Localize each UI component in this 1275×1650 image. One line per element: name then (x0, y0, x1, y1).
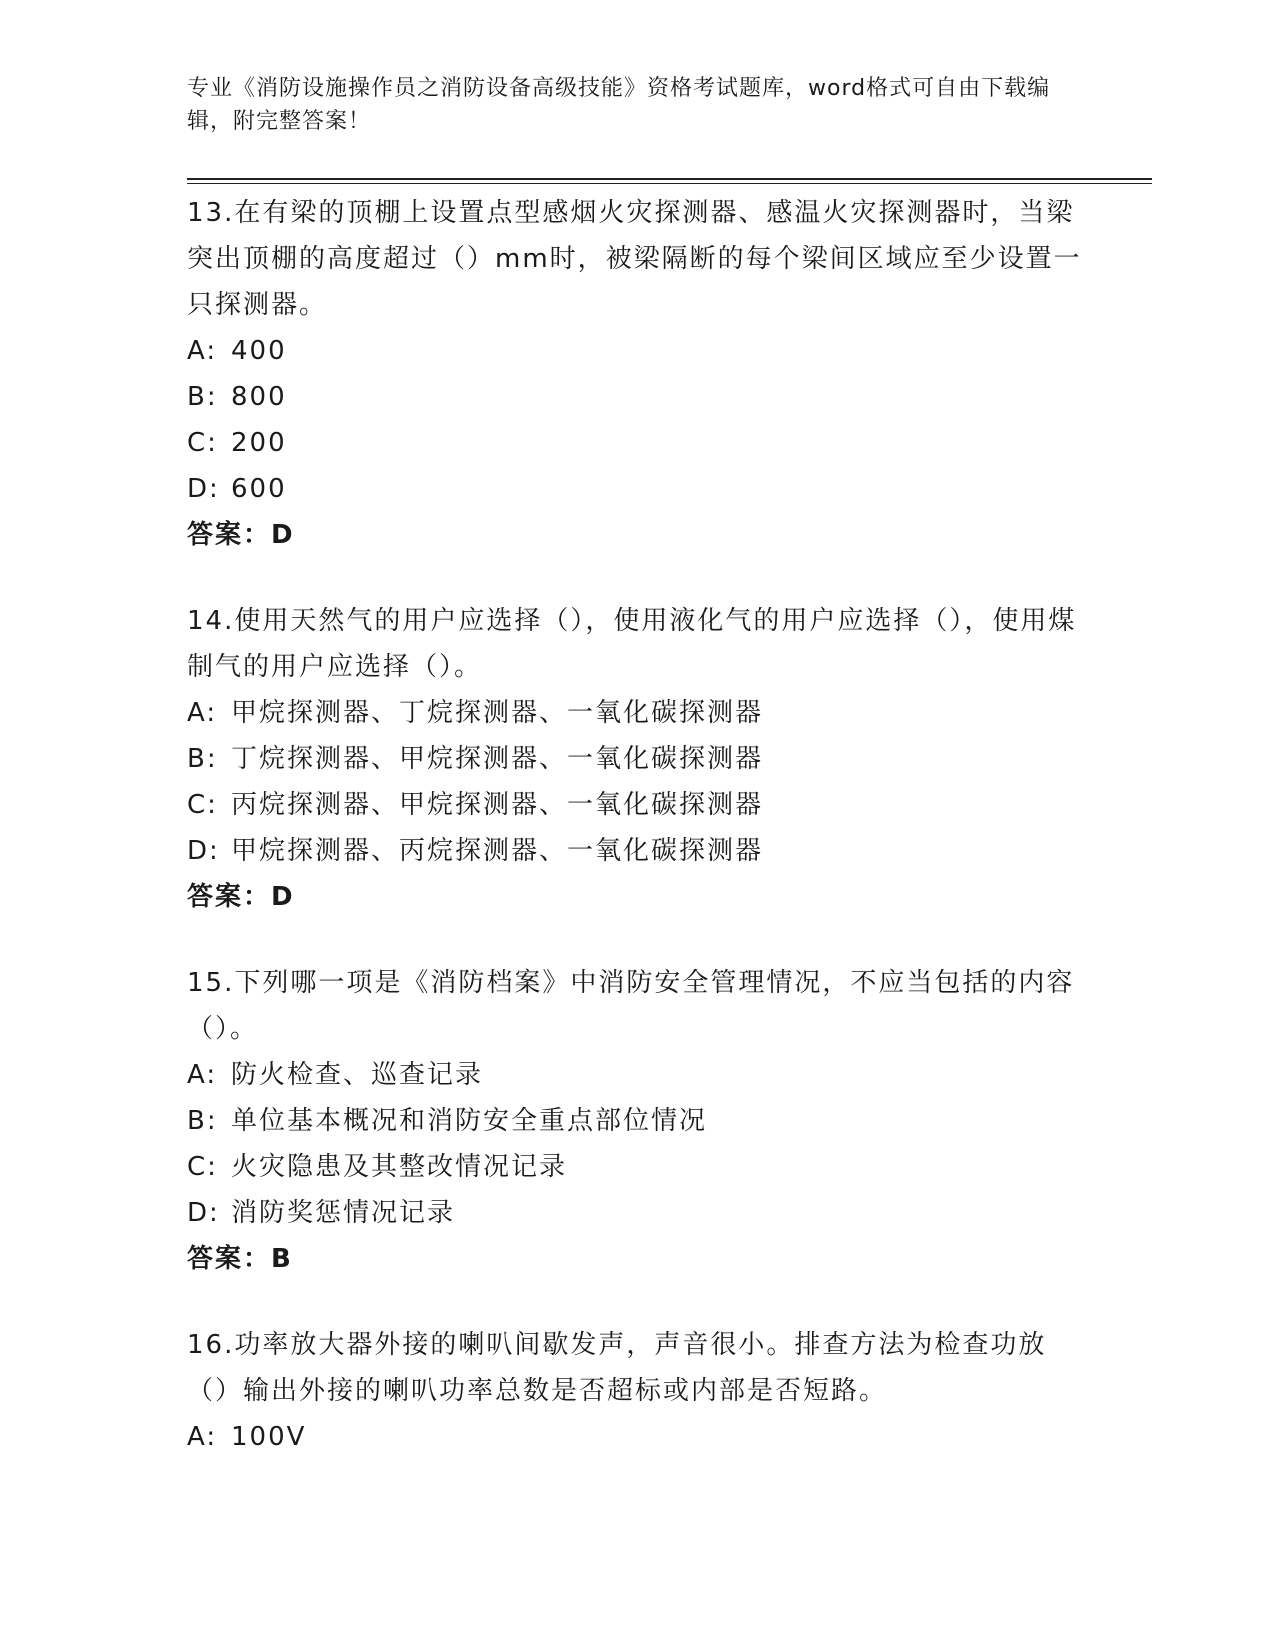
option-letter: B: (187, 744, 218, 774)
option-letter: B: (187, 382, 218, 412)
option-text: 甲烷探测器、丁烷探测器、一氧化碳探测器 (231, 698, 764, 728)
question-16 (187, 1322, 1087, 1460)
option-letter: B: (187, 1106, 218, 1136)
question-14 (187, 598, 1087, 920)
option-b (187, 736, 1087, 782)
option-letter: C: (187, 790, 218, 820)
option-text: 消防奖惩情况记录 (231, 1198, 456, 1228)
option-letter: D: (187, 1198, 220, 1228)
header-intro-text: 专业《消防设施操作员之消防设备高级技能》资格考试题库，word格式可自由下载编辑，附完整答案！ (187, 76, 1051, 134)
option-text: 800 (231, 382, 287, 412)
option-text: 100V (231, 1422, 307, 1452)
question-stem: 13.在有梁的顶棚上设置点型感烟火灾探测器、感温火灾探测器时，当梁突出顶棚的高度超过（）mm时，被梁隔断的每个梁间区域应至少设置一只探测器。 (187, 198, 1082, 320)
answer-line: 答案：B (187, 1244, 293, 1274)
question-13 (187, 190, 1087, 558)
question-stem: 16.功率放大器外接的喇叭间歇发声，声音很小。排查方法为检查功放（）输出外接的喇叭功率总数是否超标或内部是否短路。 (187, 1330, 1047, 1406)
option-letter: C: (187, 428, 218, 458)
option-a (187, 328, 1087, 374)
option-text: 火灾隐患及其整改情况记录 (231, 1152, 568, 1182)
question-stem: 15.下列哪一项是《消防档案》中消防安全管理情况，不应当包括的内容（）。 (187, 968, 1075, 1044)
answer-line: 答案：D (187, 882, 295, 912)
header-divider-thick (187, 178, 1152, 180)
question-15 (187, 960, 1087, 1282)
option-text: 200 (231, 428, 287, 458)
option-d (187, 828, 1087, 874)
option-letter: A: (187, 336, 218, 366)
header-divider-thin (187, 183, 1152, 184)
option-letter: D: (187, 836, 220, 866)
option-d (187, 466, 1087, 512)
option-letter: A: (187, 1060, 218, 1090)
option-b (187, 374, 1087, 420)
option-text: 400 (231, 336, 287, 366)
option-letter: A: (187, 1422, 218, 1452)
option-a (187, 690, 1087, 736)
option-c (187, 1144, 1087, 1190)
option-letter: A: (187, 698, 218, 728)
option-c (187, 420, 1087, 466)
option-letter: D: (187, 474, 220, 504)
option-a (187, 1052, 1087, 1098)
question-list (187, 190, 1087, 1500)
option-letter: C: (187, 1152, 218, 1182)
option-text: 600 (231, 474, 287, 504)
question-stem: 14.使用天然气的用户应选择（），使用液化气的用户应选择（），使用煤制气的用户应选择（）。 (187, 606, 1077, 682)
option-a (187, 1414, 1087, 1460)
option-c (187, 782, 1087, 828)
answer-line: 答案：D (187, 520, 295, 550)
option-text: 单位基本概况和消防安全重点部位情况 (231, 1106, 708, 1136)
option-text: 丁烷探测器、甲烷探测器、一氧化碳探测器 (231, 744, 764, 774)
option-d (187, 1190, 1087, 1236)
option-text: 丙烷探测器、甲烷探测器、一氧化碳探测器 (231, 790, 764, 820)
option-text: 防火检查、巡查记录 (231, 1060, 484, 1090)
option-b (187, 1098, 1087, 1144)
option-text: 甲烷探测器、丙烷探测器、一氧化碳探测器 (231, 836, 764, 866)
